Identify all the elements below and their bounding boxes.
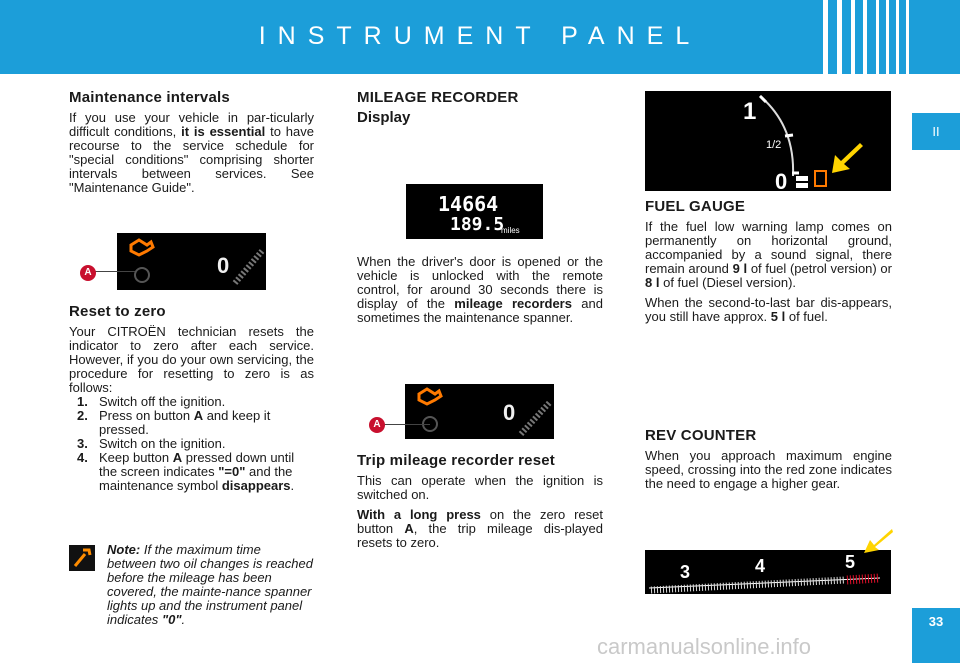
fuel-text-part: of fuel (petrol version) or [750, 261, 892, 276]
fuel-text-part: of fuel (Diesel version). [663, 275, 797, 290]
rev-mark-3: 3 [680, 562, 691, 582]
trip-button-ref: A [404, 521, 414, 536]
note-code: "0" [161, 612, 182, 627]
step-code: "=0" [218, 464, 246, 479]
maintenance-heading: Maintenance intervals [69, 89, 230, 106]
note-label: Note: [107, 542, 141, 557]
gauge-tick [760, 96, 766, 102]
reset-step [77, 409, 314, 437]
gauge-full-mark: 1 [743, 98, 757, 125]
gauge-bar [796, 183, 808, 188]
odometer-total: 14664 [438, 192, 499, 216]
watermark: carmanualsonline.info [597, 634, 812, 659]
odometer-display [406, 184, 543, 239]
rev-mark-5: 5 [845, 552, 856, 572]
display-zero: 0 [217, 253, 230, 278]
maintenance-text-part: to have recourse to the service schedule for "special conditions" comprising shorter intervals between services. See "Maintenance Guide". [69, 124, 314, 195]
maintenance-text-part: If you use your vehicle in par-ticularly difficult conditions, [69, 110, 314, 139]
door-text-part: When the driver's door is opened or the vehicle is unlocked with the remote control, for around 30 seconds there is display of the [357, 254, 603, 311]
trip-text: This can operate when the ignition is switched on. [357, 473, 603, 502]
fuel-section [645, 200, 892, 330]
reset-steps [69, 395, 314, 493]
door-text-block [357, 255, 603, 331]
maintenance-text [69, 111, 314, 195]
trip-section [357, 454, 603, 556]
section-tab[interactable]: II [912, 113, 960, 150]
step-text: and keep it pressed. [99, 408, 271, 437]
button-a-badge: A [369, 417, 385, 433]
fuel-text-2 [645, 296, 892, 324]
rev-counter-graphic [645, 550, 891, 594]
spanner-warning-icon [131, 240, 153, 255]
gauge-half-mark: 1/2 [766, 139, 782, 151]
fuel-text [645, 220, 892, 290]
display-scale [521, 402, 550, 434]
fuel-value: 9 l [732, 261, 748, 276]
rev-mark-4: 4 [755, 556, 766, 576]
gauge-empty-mark: 0 [775, 169, 788, 191]
fuel-text-part: of fuel. [788, 309, 828, 324]
leader-line [95, 271, 135, 272]
reset-step [77, 437, 314, 451]
fuel-gauge-display [645, 91, 891, 191]
pointer-arrow-icon [832, 143, 863, 173]
reset-intro: Your CITROËN technician resets the indicator to zero after each service. However, if you do your own servicing, the procedure for resetting to zero is as follows: [69, 324, 314, 395]
reset-step: 4. Keep button A pressed down until the screen indicates "=0" and the maintenance symbol disappears. [77, 450, 295, 493]
step-text: Press on button [99, 408, 191, 423]
pointer-arrow-icon [864, 529, 893, 553]
mileage-section [357, 91, 603, 131]
door-emphasis: mileage recorders [454, 296, 572, 311]
trip-text-2 [357, 508, 603, 550]
step-text: and the maintenance symbol [99, 464, 293, 493]
leader-line [384, 424, 430, 425]
note-box [69, 543, 313, 627]
display-scale [235, 251, 262, 283]
door-text-part: and sometimes the maintenance spanner. [357, 296, 603, 325]
step-text: Keep button [99, 450, 170, 465]
page-title: INSTRUMENT PANEL [258, 22, 702, 50]
trip-text-part: , the trip mileage dis-played resets to zero. [357, 521, 603, 550]
step-emphasis: disappears [221, 478, 291, 493]
fuel-value: 8 l [645, 275, 660, 290]
reset-section [69, 305, 314, 493]
trip-heading: Trip mileage recorder reset [357, 452, 555, 469]
reset-step [77, 395, 314, 409]
rev-heading: REV COUNTER [645, 427, 757, 444]
fuel-gauge-graphic [645, 91, 891, 191]
spanner-warning-icon [419, 389, 441, 404]
step-number: 3. [77, 436, 88, 451]
header-bar [0, 0, 960, 74]
step-button-ref: A [193, 408, 204, 423]
note-text: If the maximum time between two oil changes is reached before the mileage has been covered, the mainte-nance spanner lights up and the instrument panel indicates [107, 542, 313, 627]
maintenance-emphasis: it is essential [181, 124, 266, 139]
gauge-bar [796, 176, 808, 181]
note-first-line: Note: If the maximum time between two oil changes is reached before the mileage has been covered, the mainte-nance spanner lights up and the instrument panel indicates "0". [107, 542, 313, 627]
step-number: 1. [77, 394, 88, 409]
mileage-heading: MILEAGE RECORDER [357, 89, 519, 106]
maintenance-display-graphic [117, 233, 266, 290]
display-zero: 0 [503, 400, 516, 425]
rev-pointer-svg [862, 527, 894, 555]
fuel-pump-icon [815, 171, 826, 186]
odometer-unit: miles [501, 226, 520, 235]
reset-button-icon [135, 268, 149, 282]
door-text [357, 255, 603, 325]
trip-display-graphic [405, 384, 554, 439]
trip-display [405, 384, 554, 439]
rev-text: When you approach maximum engine speed, crossing into the red zone indicates the need to engage a higher gear. [645, 448, 892, 491]
step-text: Switch on the ignition. [99, 436, 226, 451]
display-subheading: Display [357, 109, 411, 126]
odometer-trip: 189.5 [450, 214, 505, 235]
rev-section [645, 429, 892, 497]
fuel-text-part: When the second-to-last bar dis-appears, you still have approx. [645, 295, 892, 324]
page-number: 33 [912, 608, 960, 663]
step-text: pressed down until the screen indicates [99, 450, 295, 479]
maintenance-display [117, 233, 266, 290]
step-text: Switch off the ignition. [99, 394, 226, 409]
fuel-value: 5 l [770, 309, 786, 324]
fuel-heading: FUEL GAUGE [645, 198, 746, 215]
maintenance-section [69, 91, 314, 201]
rev-counter-display [645, 550, 891, 594]
trip-text-part: on the zero reset button [357, 507, 603, 536]
step-number: 4. [77, 450, 88, 465]
reset-heading: Reset to zero [69, 303, 166, 320]
fuel-text-part: If the fuel low warning lamp comes on permanently on horizontal ground, accompanied by a sound signal, there remain around [645, 219, 892, 276]
gauge-tick [785, 135, 793, 136]
step-button-ref: A [172, 450, 183, 465]
step-number: 2. [77, 408, 88, 423]
button-a-badge: A [80, 265, 96, 281]
trip-emphasis: With a long press [357, 507, 481, 522]
